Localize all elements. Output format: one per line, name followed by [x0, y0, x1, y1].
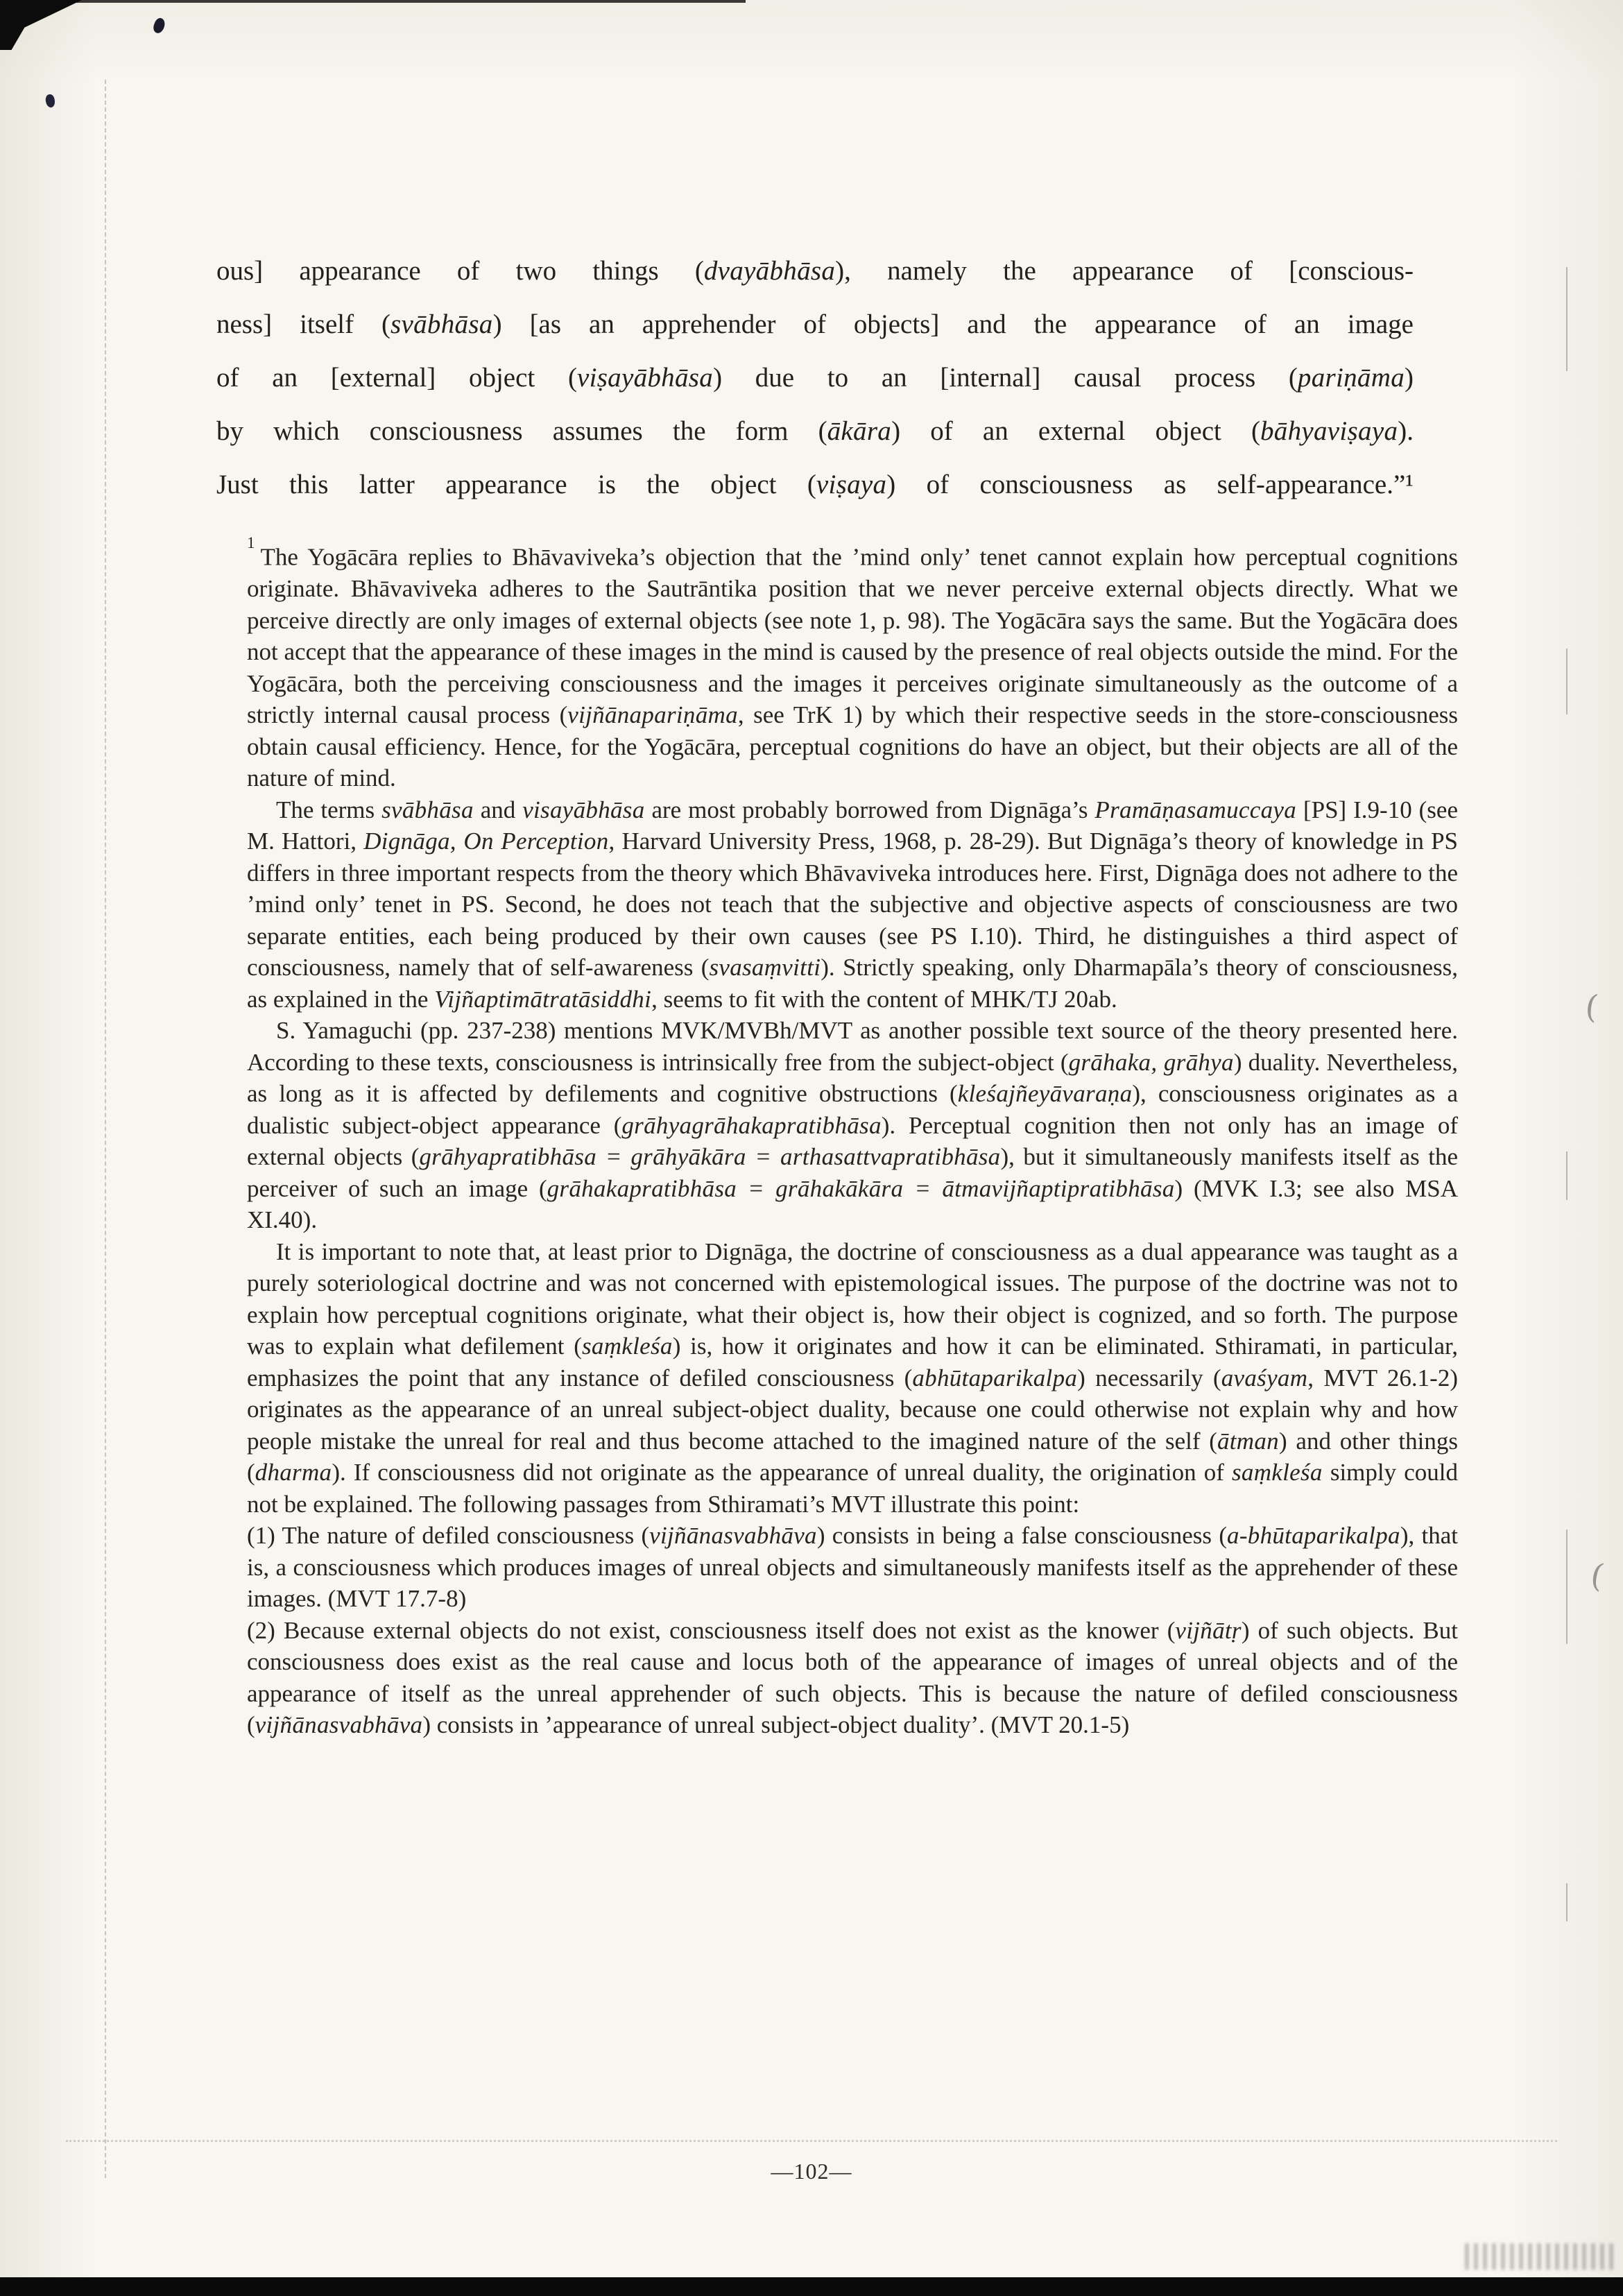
scan-bottom-edge-bar [0, 2277, 1623, 2296]
main-text-line: by which consciousness assumes the form (ākāra) of an external object (bāhyaviṣaya). [216, 416, 1414, 446]
scan-ink-speck [44, 94, 56, 109]
main-text-line: Just this latter appearance is the object (viṣaya) of consciousness as self-appearance.”¹ [216, 470, 1414, 499]
scan-right-margin-mark [1566, 1151, 1568, 1200]
footnote-paragraph: It is important to note that, at least prior to Dignāga, the doctrine of consciousness as a dual appearance was taught as a purely soteriological doctrine and was not concerned with epistemological issues. The purpose of the doctrine was not to explain how perceptual cognitions originate, what their object is, how their object is cognized, and so forth. The purpose was to explain what defilement (saṃkleśa) is, how it originates and how it can be eliminated. Sthiramati, in particular, emphasizes the point that any instance of defiled consciousness (abhūtaparikalpa) necessarily (avaśyam, MVT 26.1-2) originates as the appearance of an unreal subject-object duality, because one could otherwise not explain why and how people mistake the unreal for real and thus become attached to the imagined nature of the self (ātman) and other things (dharma). If consciousness did not originate as the appearance of unreal duality, the origination of saṃkleśa simply could not be explained. The following passages from Sthiramati’s MVT illustrate this point: [247, 1237, 1458, 1518]
scan-corner-shadow [0, 0, 82, 50]
main-text-line: of an [external] object (viṣayābhāsa) due to an [internal] causal process (pariṇāma) [216, 363, 1414, 393]
scan-right-margin-mark [1566, 649, 1568, 714]
main-text-line: ness] itself (svābhāsa) [as an apprehender of objects] and the appearance of an image [216, 309, 1414, 339]
scan-top-edge-line [0, 0, 746, 3]
footnote-paragraph: $^1$The Yogācāra replies to Bhāvaviveka’s objection that the ’mind only’ tenet cannot explain how perceptual cognitions originate. Bhāvaviveka adheres to the Sautrāntika position that we never perceive external objects directly. What we perceive directly are only images of external objects (see note 1, p. 98). The Yogācāra says the same. But the Yogācāra does not accept that the appearance of these images in the mind is caused by the presence of real objects outside the mind. For the Yogācāra, both the perceiving consciousness and the images it perceives originate simultaneously as the outcome of a strictly internal causal process (vijñānapariṇāma, see TrK 1) by which their respective seeds in the store-consciousness obtain causal efficiency. Hence, for the Yogācāra, perceptual cognitions do have an object, but their objects are all of the nature of mind. [247, 534, 1458, 792]
scan-bottom-right-smudge [1465, 2243, 1616, 2270]
scan-margin-pen-mark: ( [1588, 1555, 1607, 1595]
footnote-marker: 1 [247, 534, 255, 551]
scan-left-margin-line [105, 80, 106, 2178]
scan-margin-pen-mark: ( [1583, 987, 1601, 1026]
scan-right-margin-mark [1566, 1883, 1568, 1921]
footnote-block [247, 536, 1458, 1741]
scan-perforation-line [66, 2140, 1557, 2142]
scan-right-margin-mark [1566, 267, 1568, 371]
footnote-paragraph: (2) Because external objects do not exist, consciousness itself does not exist as the knower (vijñātṛ) of such objects. But consciousness does exist as the real cause and locus both of the appearance of images of unreal objects and of the appearance of itself as the unreal apprehender of such objects. This is because the nature of defiled consciousness (vijñānasvabhāva) consists in ’appearance of unreal subject-object duality’. (MVT 20.1-5) [247, 1616, 1458, 1739]
footnote-paragraph: S. Yamaguchi (pp. 237-238) mentions MVK/MVBh/MVT as another possible text source of the theory presented here. According to these texts, consciousness is intrinsically free from the subject-object (grāhaka, grāhya) duality. Nevertheless, as long as it is affected by defilements and cognitive obstructions (kleśajñeyāvaraṇa), consciousness originates as a dualistic subject-object appearance (grāhyagrāhakapratibhāsa). Perceptual cognition then not only has an image of external objects (grāhyapratibhāsa = grāhyākāra = arthasattvapratibhāsa), but it simultaneously manifests itself as the perceiver of such an image (grāhakapratibhāsa = grāhakākāra = ātmavijñaptipratibhāsa) (MVK I.3; see also MSA XI.40). [247, 1017, 1459, 1234]
scan-ink-speck [151, 17, 167, 35]
main-text-line: ous] appearance of two things (dvayābhāsa), namely the appearance of [conscious- [216, 256, 1414, 286]
main-text-block [216, 244, 1414, 511]
scan-right-margin-mark [1566, 1530, 1568, 1644]
footnote-paragraph: The terms svābhāsa and visayābhāsa are most probably borrowed from Dignāga’s Pramāṇasamuccaya [PS] I.9-10 (see M. Hattori, Dignāga, On Perception, Harvard University Press, 1968, p. 28-29). But Dignāga’s theory of knowledge in PS differs in three important respects from the theory which Bhāvaviveka introduces here. First, Dignāga does not adhere to the ’mind only’ tenet in PS. Second, he does not teach that the subjective and objective aspects of consciousness are two separate entities, each being produced by their own causes (see PS I.10). Third, he distinguishes a third aspect of consciousness, namely that of self-awareness (svasaṃvitti). Strictly speaking, only Dharmapāla’s theory of consciousness, as explained in the Vijñaptimātratāsiddhi, seems to fit with the content of MHK/TJ 20ab. [247, 796, 1458, 1013]
footnote-paragraph: (1) The nature of defiled consciousness (vijñānasvabhāva) consists in being a false consciousness (a-bhūtaparikalpa), that is, a consciousness which produces images of unreal objects and simultaneously manifests itself as the apprehender of these images. (MVT 17.7-8) [247, 1522, 1459, 1613]
page-number: —102— [771, 2159, 852, 2184]
